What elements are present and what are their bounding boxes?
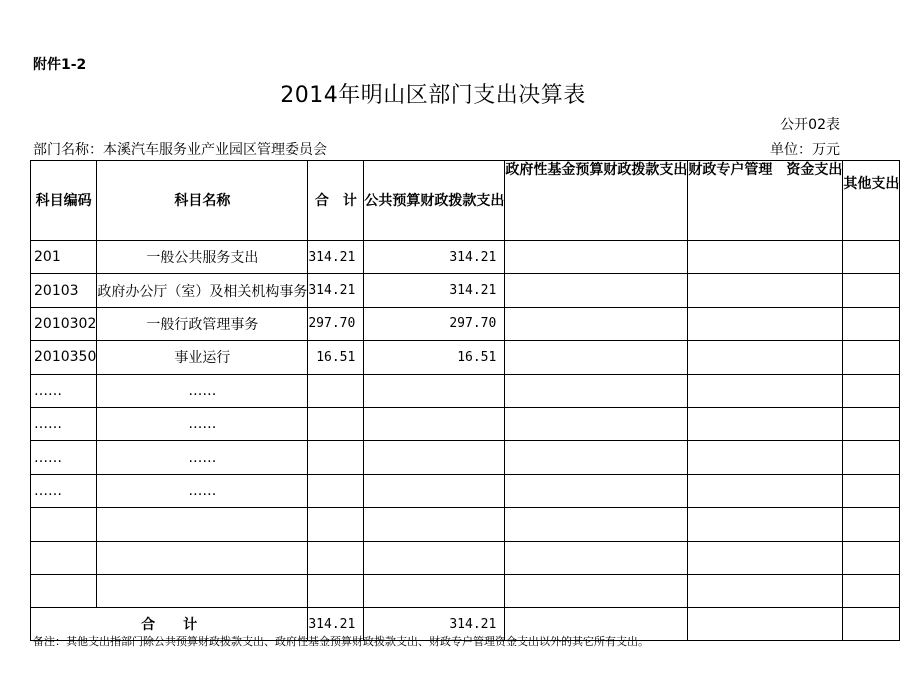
cell-gov-fund: [505, 341, 688, 374]
cell-code: ……: [31, 407, 97, 440]
cell-total: [308, 541, 364, 574]
cell-special-fund: [688, 541, 843, 574]
table-row: [31, 541, 900, 574]
cell-code: ……: [31, 474, 97, 507]
cell-public-budget: [364, 474, 505, 507]
cell-code: [31, 574, 97, 607]
cell-total: [308, 407, 364, 440]
table-row: [31, 574, 900, 607]
attachment-label: 附件1-2: [33, 57, 87, 73]
cell-public-budget: [364, 441, 505, 474]
cell-gov-fund: [505, 274, 688, 307]
cell-other: [843, 341, 900, 374]
cell-name: ……: [97, 374, 308, 407]
cell-other: [843, 441, 900, 474]
header-gov-fund: [505, 161, 688, 241]
header-special-fund: [688, 161, 843, 241]
cell-gov-fund: [505, 574, 688, 607]
cell-public-budget: 297.70: [364, 307, 505, 340]
cell-special-fund: [688, 441, 843, 474]
cell-gov-fund: [505, 541, 688, 574]
cell-name: 一般行政管理事务: [97, 307, 308, 340]
cell-gov-fund: [505, 441, 688, 474]
cell-public-budget: [364, 508, 505, 541]
cell-name: [97, 574, 308, 607]
cell-public-budget: [364, 407, 505, 440]
total-total: 314.21: [308, 608, 364, 641]
total-special-fund: [688, 608, 843, 641]
cell-total: [308, 441, 364, 474]
cell-other: [843, 241, 900, 274]
cell-name: ……: [97, 441, 308, 474]
cell-special-fund: [688, 508, 843, 541]
table-row: [31, 407, 900, 440]
table-row: [31, 274, 900, 307]
cell-gov-fund: [505, 474, 688, 507]
table-row: [31, 441, 900, 474]
cell-special-fund: [688, 407, 843, 440]
cell-special-fund: [688, 307, 843, 340]
total-other: [843, 608, 900, 641]
header-gov-fund-text: 政府性基金预算财政拨款支出: [505, 162, 688, 178]
cell-special-fund: [688, 474, 843, 507]
cell-other: [843, 508, 900, 541]
form-number: 公开02表: [780, 117, 840, 133]
cell-special-fund: [688, 274, 843, 307]
cell-gov-fund: [505, 307, 688, 340]
cell-code: [31, 508, 97, 541]
cell-total: 314.21: [308, 274, 364, 307]
header-public-budget: 公共预算财政拨款支出: [364, 161, 505, 241]
cell-special-fund: [688, 241, 843, 274]
total-label: 合 计: [31, 608, 308, 641]
header-name: 科目名称: [97, 161, 308, 241]
cell-special-fund: [688, 574, 843, 607]
table-row: [31, 474, 900, 507]
cell-other: [843, 274, 900, 307]
table-row: [31, 307, 900, 340]
unit-label: 单位：万元: [770, 142, 840, 158]
cell-public-budget: [364, 374, 505, 407]
header-row: [31, 161, 900, 241]
cell-name: [97, 508, 308, 541]
header-code: 科目编码: [31, 161, 97, 241]
total-public-budget: 314.21: [364, 608, 505, 641]
table-row: [31, 341, 900, 374]
footnote: 备注：其他支出指部门除公共预算财政拨款支出、政府性基金预算财政拨款支出、财政专户管理资金支出以外的其它所有支出。: [33, 635, 649, 648]
cell-public-budget: 314.21: [364, 274, 505, 307]
cell-code: ……: [31, 374, 97, 407]
cell-name: 事业运行: [97, 341, 308, 374]
cell-name: ……: [97, 407, 308, 440]
cell-name: 政府办公厅（室）及相关机构事务: [97, 274, 308, 307]
cell-gov-fund: [505, 407, 688, 440]
cell-special-fund: [688, 374, 843, 407]
expenditure-table: [30, 160, 900, 641]
cell-public-budget: [364, 574, 505, 607]
cell-total: [308, 374, 364, 407]
cell-other: [843, 474, 900, 507]
cell-code: 2010302: [31, 307, 97, 340]
cell-gov-fund: [505, 241, 688, 274]
cell-total: [308, 474, 364, 507]
cell-total: [308, 574, 364, 607]
cell-other: [843, 374, 900, 407]
header-other: 其他支出: [843, 161, 900, 241]
cell-gov-fund: [505, 508, 688, 541]
cell-total: [308, 508, 364, 541]
cell-total: 314.21: [308, 241, 364, 274]
cell-total: 297.70: [308, 307, 364, 340]
cell-public-budget: 314.21: [364, 241, 505, 274]
cell-code: 20103: [31, 274, 97, 307]
cell-public-budget: [364, 541, 505, 574]
cell-gov-fund: [505, 374, 688, 407]
cell-name: ……: [97, 474, 308, 507]
cell-total: 16.51: [308, 341, 364, 374]
cell-other: [843, 574, 900, 607]
cell-public-budget: 16.51: [364, 341, 505, 374]
header-total: 合 计: [308, 161, 364, 241]
cell-name: [97, 541, 308, 574]
cell-special-fund: [688, 341, 843, 374]
table-row: [31, 374, 900, 407]
cell-other: [843, 407, 900, 440]
cell-code: ……: [31, 441, 97, 474]
cell-code: [31, 541, 97, 574]
cell-code: 201: [31, 241, 97, 274]
cell-name: 一般公共服务支出: [97, 241, 308, 274]
cell-code: 2010350: [31, 341, 97, 374]
table-row: [31, 241, 900, 274]
department-name: 部门名称：本溪汽车服务业产业园区管理委员会: [33, 142, 327, 158]
table-row: [31, 508, 900, 541]
header-special-fund-text: 财政专户管理 资金支出: [688, 162, 843, 178]
cell-other: [843, 307, 900, 340]
cell-other: [843, 541, 900, 574]
page-title: 2014年明山区部门支出决算表: [280, 83, 586, 108]
